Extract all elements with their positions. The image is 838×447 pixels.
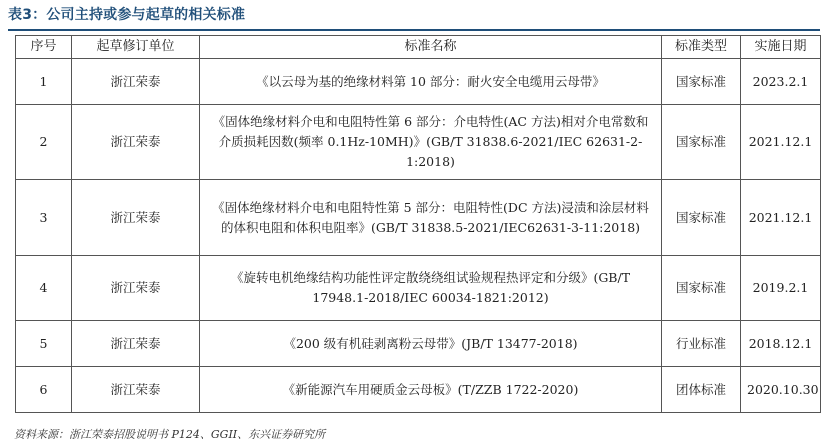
- cell-standard-name: 《以云母为基的绝缘材料第 10 部分：耐火安全电缆用云母带》: [200, 59, 662, 105]
- title-divider: [8, 29, 820, 31]
- cell-no: 6: [16, 367, 72, 413]
- cell-date: 2020.10.30: [741, 367, 821, 413]
- cell-date: 2018.12.1: [741, 321, 821, 367]
- cell-type: 行业标准: [662, 321, 741, 367]
- cell-unit: 浙江荣泰: [72, 105, 200, 180]
- cell-standard-name: 《固体绝缘材料介电和电阻特性第 5 部分：电阻特性(DC 方法)浸渍和涂层材料的体积电阻和体积电阻率》(GB/T 31838.5-2021/IEC62631-3-11:2018): [200, 180, 662, 256]
- cell-date: 2019.2.1: [741, 256, 821, 321]
- cell-no: 2: [16, 105, 72, 180]
- cell-no: 4: [16, 256, 72, 321]
- cell-unit: 浙江荣泰: [72, 367, 200, 413]
- header-unit: 起草修订单位: [72, 36, 200, 59]
- header-type: 标准类型: [662, 36, 741, 59]
- standards-table: [15, 35, 821, 413]
- cell-type: 国家标准: [662, 59, 741, 105]
- table-row: [16, 180, 821, 256]
- table-row: [16, 59, 821, 105]
- cell-unit: 浙江荣泰: [72, 321, 200, 367]
- cell-type: 团体标准: [662, 367, 741, 413]
- source-note: 资料来源：浙江荣泰招股说明书 P124、GGII、东兴证券研究所: [14, 428, 326, 441]
- cell-type: 国家标准: [662, 105, 741, 180]
- cell-standard-name: 《旋转电机绝缘结构功能性评定散绕绕组试验规程热评定和分级》(GB/T 17948.1-2018/IEC 60034-1821:2012): [200, 256, 662, 321]
- cell-type: 国家标准: [662, 256, 741, 321]
- table-row: [16, 367, 821, 413]
- table-title: 表3：公司主持或参与起草的相关标准: [8, 7, 246, 23]
- cell-standard-name: 《新能源汽车用硬质金云母板》(T/ZZB 1722-2020): [200, 367, 662, 413]
- cell-date: 2021.12.1: [741, 105, 821, 180]
- table-row: [16, 321, 821, 367]
- header-no: 序号: [16, 36, 72, 59]
- cell-standard-name: 《200 级有机硅剥离粉云母带》(JB/T 13477-2018): [200, 321, 662, 367]
- cell-date: 2021.12.1: [741, 180, 821, 256]
- cell-date: 2023.2.1: [741, 59, 821, 105]
- cell-unit: 浙江荣泰: [72, 59, 200, 105]
- cell-standard-name: 《固体绝缘材料介电和电阻特性第 6 部分：介电特性(AC 方法)相对介电常数和介质损耗因数(频率 0.1Hz-10MH)》(GB/T 31838.6-2021/IEC 62631-2-1:2018): [200, 105, 662, 180]
- cell-no: 3: [16, 180, 72, 256]
- table-row: [16, 105, 821, 180]
- cell-type: 国家标准: [662, 180, 741, 256]
- table-row: [16, 256, 821, 321]
- cell-no: 5: [16, 321, 72, 367]
- cell-unit: 浙江荣泰: [72, 256, 200, 321]
- cell-no: 1: [16, 59, 72, 105]
- header-date: 实施日期: [741, 36, 821, 59]
- header-name: 标准名称: [200, 36, 662, 59]
- cell-unit: 浙江荣泰: [72, 180, 200, 256]
- table-header-row: [16, 36, 821, 59]
